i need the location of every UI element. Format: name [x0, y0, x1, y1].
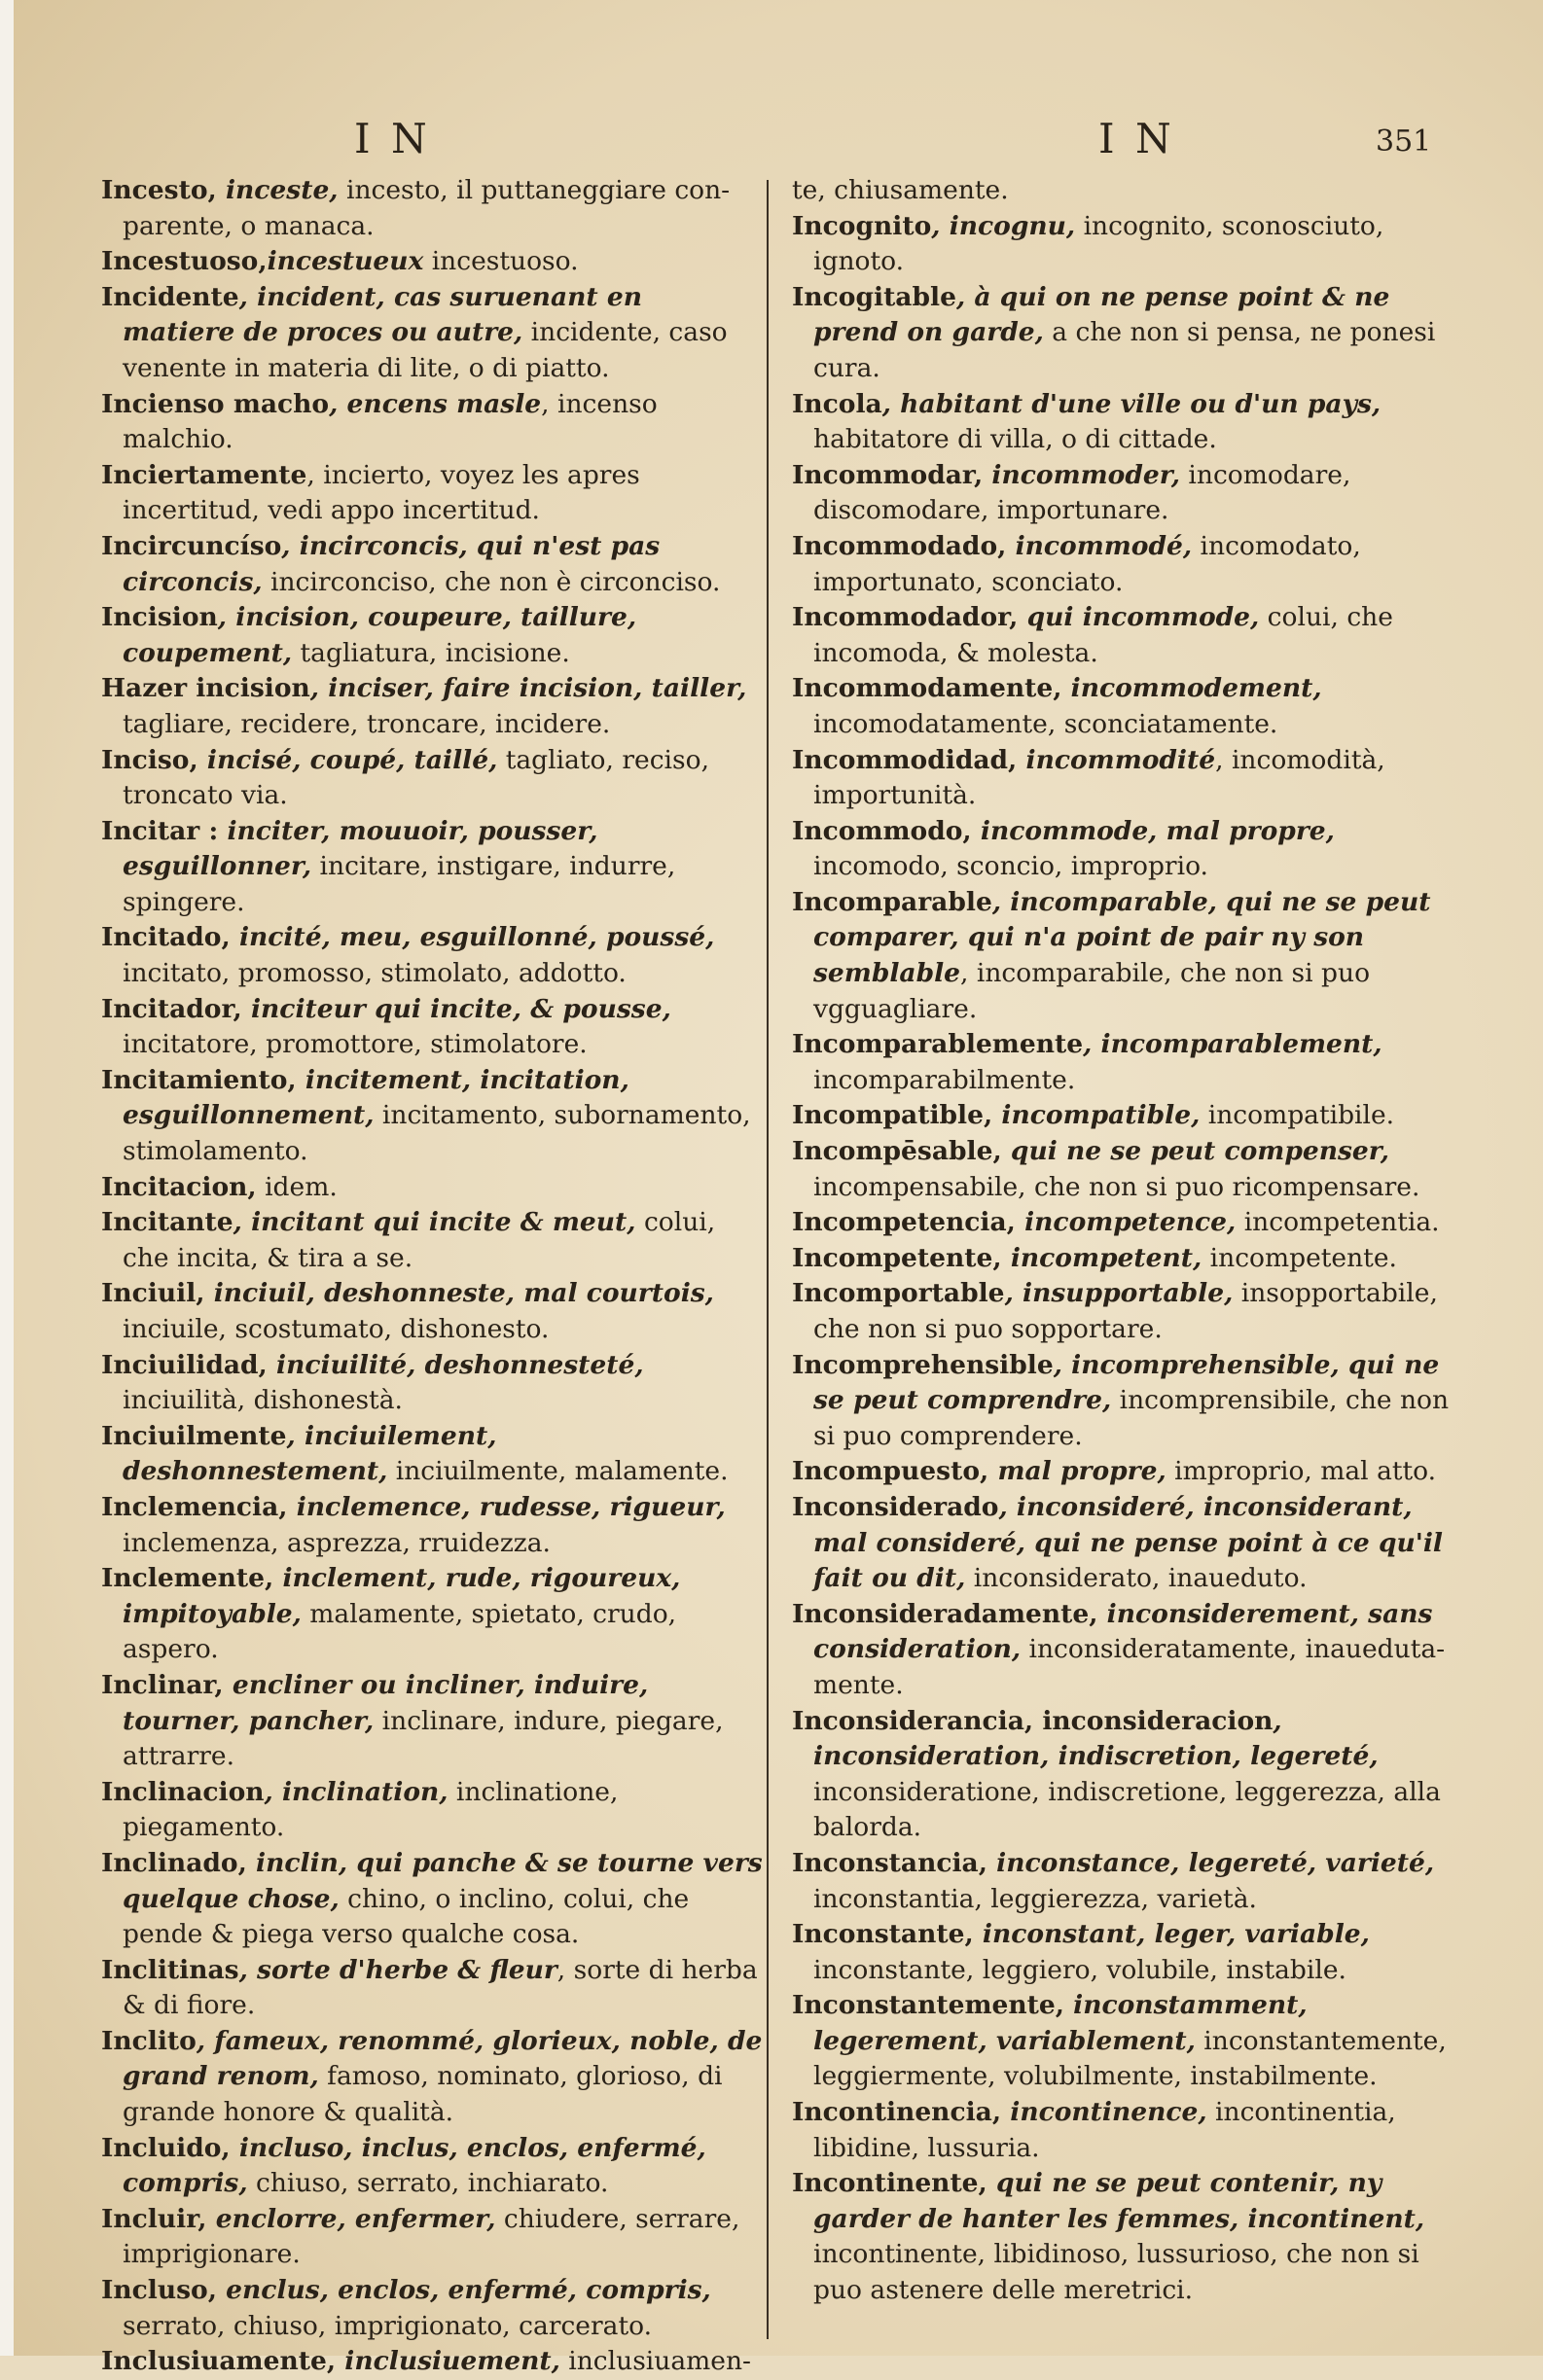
french-gloss: , incomparablement, [1083, 1029, 1382, 1060]
headword: Incircuncíso [101, 530, 282, 561]
french-gloss: , incirconcis, qui n'est pas circoncis, [123, 530, 661, 597]
french-gloss: incommodité [1017, 744, 1216, 775]
dictionary-entry [101, 1170, 763, 1206]
dictionary-entry [101, 1205, 763, 1276]
french-gloss: incommodement, [1061, 673, 1322, 704]
italian-gloss: colui, che incomoda, & molesta. [813, 602, 1393, 668]
italian-gloss: incitare, instigare, indurre, spingere. [123, 851, 676, 917]
italian-gloss: malamente, spietato, crudo, aspero. [123, 1598, 677, 1665]
italian-gloss: inciuilmente, malamente. [387, 1456, 729, 1487]
italian-gloss: incidente, caso venente in materia di lite, o di piatto. [123, 317, 728, 383]
italian-gloss: famoso, nominato, glorioso, di grande honore & qualità. [123, 2061, 723, 2128]
headword: Incomprehensible [792, 1349, 1054, 1380]
headword: Incompatible, [792, 1100, 993, 1131]
french-gloss: incommodé, [1006, 530, 1193, 561]
french-gloss: , insupportable, [1004, 1278, 1234, 1309]
dictionary-entry [101, 244, 763, 280]
dictionary-entry [101, 600, 763, 671]
italian-gloss: inconstante, leggiero, volubile, instabile. [813, 1954, 1346, 1985]
italian-gloss: incontinente, libidinoso, lussurioso, che non si puo astenere delle meretrici. [813, 2239, 1419, 2306]
french-gloss: , inconsideration, indiscretion, legereté, [813, 1705, 1379, 1772]
dictionary-entry [792, 2166, 1453, 2308]
dictionary-entry [792, 1241, 1453, 1277]
italian-gloss: chino, o inclino, colui, che pende & piega verso qualche cosa. [123, 1883, 690, 1950]
headword: Inciso, [101, 744, 198, 775]
dictionary-entry [101, 1846, 763, 1953]
italian-gloss: inciuile, scostumato, dishonesto. [123, 1314, 550, 1344]
french-gloss: , habitant d'une ville ou d'un pays, [881, 388, 1382, 419]
dictionary-entry [792, 387, 1453, 458]
french-gloss: , incident, cas suruenant en matiere de proces ou autre, [123, 281, 642, 348]
headword: Incitador, [101, 993, 242, 1024]
headword: Inclito [101, 2025, 197, 2056]
italian-gloss: a che non si pensa, ne ponesi cura. [813, 317, 1436, 383]
headword: Inconstancia, [792, 1847, 987, 1878]
italian-gloss: incompatibile. [1200, 1100, 1395, 1131]
italian-gloss: inconsiderato, inaueduto. [965, 1563, 1308, 1594]
headword: Incompetencia, [792, 1207, 1016, 1238]
italian-gloss: inconstantia, leggierezza, varietà. [813, 1883, 1257, 1914]
french-gloss: inciuil, deshonneste, mal courtois, [204, 1278, 714, 1309]
headword: Incogitable [792, 281, 956, 312]
dictionary-entry [101, 1490, 763, 1561]
italian-gloss: incompetente. [1202, 1242, 1397, 1273]
headword: Incitar : [101, 815, 219, 846]
italian-gloss: serrato, chiuso, imprigionato, carcerato. [123, 2310, 653, 2341]
italian-gloss: inclemenza, asprezza, rruidezza. [123, 1527, 551, 1558]
headword: Inclinar, [101, 1669, 224, 1700]
french-gloss: inconstant, leger, variable, [973, 1919, 1370, 1950]
dictionary-entry [792, 885, 1453, 1027]
french-gloss: incisé, coupé, taillé, [197, 744, 498, 775]
italian-gloss: incomprensibile, che non si puo comprendere. [813, 1385, 1450, 1451]
italian-gloss: incirconciso, che non è circonciso. [262, 566, 721, 597]
french-gloss: incluso, inclus, enclos, enfermé, compris, [123, 2132, 706, 2199]
headword: Inconstantemente, [792, 1990, 1064, 2021]
french-gloss: incompetent, [1001, 1242, 1202, 1273]
italian-gloss: chiudere, serrare, imprigionare. [123, 2203, 740, 2270]
french-gloss: encliner ou incliner, induire, tourner, pancher, [123, 1669, 649, 1736]
headword: Inconsideradamente, [792, 1598, 1098, 1629]
running-head-right: I N [1098, 115, 1175, 162]
dictionary-entry [792, 2095, 1453, 2166]
dictionary-entry [101, 920, 763, 991]
french-gloss: qui incommode, [1018, 602, 1260, 633]
french-gloss: , incomprehensible, qui ne se peut comprendre, [813, 1349, 1440, 1416]
french-gloss: incité, meu, esguillonné, poussé, [230, 922, 715, 953]
dictionary-entry [792, 1490, 1453, 1597]
headword: Inconstante, [792, 1919, 974, 1950]
headword: Inconsiderancia, inconsideracion [792, 1705, 1274, 1736]
italian-gloss: te, chiusamente. [792, 175, 1009, 205]
dictionary-entry [101, 458, 763, 529]
italian-gloss: , incomodità, importunità. [813, 744, 1385, 811]
italian-gloss: inconsideratione, indiscretione, leggerezza, alla balorda. [813, 1776, 1441, 1843]
french-gloss: qui ne se peut contenir, ny garder de hanter les femmes, incontinent, [813, 2168, 1425, 2234]
headword: Incontinencia, [792, 2097, 1002, 2128]
headword: Incluso, [101, 2275, 217, 2306]
italian-gloss: tagliatura, incisione. [292, 637, 570, 668]
dictionary-entry [101, 2202, 763, 2273]
headword: Incitamiento, [101, 1064, 297, 1095]
french-gloss: , incognu, [931, 210, 1076, 241]
french-gloss: incitement, incitation, esguillonnement, [123, 1064, 629, 1131]
dictionary-entry [792, 1846, 1453, 1917]
headword: Incognito [792, 210, 932, 241]
italian-gloss: insopportabile, che non si puo sopportare. [813, 1278, 1438, 1344]
dictionary-page [14, 0, 1543, 2377]
dictionary-entry [101, 1063, 763, 1170]
italian-gloss: incontinentia, libidine, lussuria. [813, 2097, 1396, 2163]
dictionary-entry [792, 1276, 1453, 1347]
french-gloss: , inciuilement, deshonnestement, [123, 1420, 497, 1487]
headword: Incommodador, [792, 602, 1019, 633]
headword: Incitado, [101, 922, 231, 953]
french-gloss: inceste, [216, 175, 339, 205]
french-gloss: , encens masle [329, 388, 542, 419]
dictionary-entry [101, 2273, 763, 2344]
headword: Inclinacion [101, 1776, 265, 1807]
dictionary-entry [101, 280, 763, 387]
dictionary-entry [792, 1988, 1453, 2095]
italian-gloss: , incomparabile, che non si puo vgguagliare. [813, 958, 1371, 1024]
french-gloss: inconsiderement, sans consideration, [813, 1598, 1433, 1665]
headword: Incision [101, 602, 218, 633]
dictionary-entry [792, 1597, 1453, 1704]
dictionary-entry [101, 1561, 763, 1668]
headword: Incluir, [101, 2203, 207, 2234]
dictionary-entry [101, 529, 763, 600]
italian-gloss: inciuilità, dishonestà. [123, 1385, 403, 1416]
french-gloss: inclement, rude, rigoureux, impitoyable, [123, 1563, 681, 1629]
headword: Inconsiderado [792, 1491, 999, 1522]
headword: Incommodado, [792, 530, 1007, 561]
french-gloss: incontinence, [1001, 2097, 1207, 2128]
dictionary-entry [792, 1348, 1453, 1455]
headword: Inclitinas [101, 1954, 239, 1985]
dictionary-entry [792, 1454, 1453, 1490]
headword: Incola [792, 388, 882, 419]
headword: Inciertamente [101, 459, 307, 490]
french-gloss: mal propre, [988, 1456, 1166, 1487]
running-head-left: I N [354, 115, 431, 162]
french-gloss: , incomparable, qui ne se peut comparer, qui n'a point de pair ny son semblable [813, 886, 1431, 989]
italian-gloss: incomparabilmente. [813, 1064, 1076, 1095]
french-gloss: enclus, enclos, enfermé, compris, [216, 2275, 711, 2306]
headword: Inciuilidad, [101, 1349, 268, 1380]
headword: Incompuesto, [792, 1456, 989, 1487]
french-gloss: inclusiuement, [336, 2346, 560, 2377]
dictionary-entry [792, 671, 1453, 742]
dictionary-entry [792, 600, 1453, 671]
headword: Inciuilmente [101, 1420, 287, 1451]
italian-gloss: incompetentia. [1236, 1207, 1440, 1238]
dictionary-entry [792, 1098, 1453, 1134]
italian-gloss: tagliare, recidere, troncare, incidere. [123, 708, 611, 739]
dictionary-entry [101, 2131, 763, 2202]
french-gloss: inconstance, legereté, varieté, [987, 1847, 1435, 1878]
french-gloss: inciuilité, deshonnesteté, [267, 1349, 644, 1380]
italian-gloss: incesto, il puttaneggiare con-parente, o manaca. [123, 175, 731, 241]
dictionary-entry [101, 1953, 763, 2024]
dictionary-entry [792, 814, 1453, 885]
dictionary-entry [792, 173, 1453, 209]
italian-gloss: inclinatione, piegamento. [123, 1776, 619, 1843]
headword: Incestuoso, [101, 246, 268, 277]
dictionary-entry [792, 529, 1453, 600]
italian-gloss: incitatore, promottore, stimolatore. [123, 1029, 588, 1060]
dictionary-entry [101, 743, 763, 814]
italian-gloss: incitamento, subornamento, stimolamento. [123, 1100, 751, 1167]
italian-gloss: inclusiuamen- [559, 2346, 751, 2377]
french-gloss: , inconsideré, inconsiderant, mal consideré, qui ne pense point à ce qu'il fait ou dit, [813, 1491, 1443, 1594]
italian-gloss: colui, che incita, & tira a se. [123, 1207, 716, 1273]
page-number: 351 [1376, 124, 1432, 159]
left-column [101, 173, 763, 2380]
dictionary-entry [101, 1775, 763, 1846]
french-gloss: inciteur qui incite, & pousse, [241, 993, 671, 1024]
italian-gloss: incitato, promosso, stimolato, addotto. [123, 958, 627, 989]
scan-margin [0, 0, 14, 2356]
headword: Incitante [101, 1207, 233, 1238]
dictionary-entry [101, 1668, 763, 1775]
french-gloss: , incitant qui incite & meut, [233, 1207, 636, 1238]
italian-gloss: inconstantemente, leggiermente, volubilmente, instabilmente. [813, 2025, 1447, 2092]
dictionary-entry [792, 1917, 1453, 1988]
french-gloss: , sorte d'herbe & fleur [238, 1954, 557, 1985]
french-gloss: , inclination, [264, 1776, 449, 1807]
column-divider [767, 180, 769, 2339]
italian-gloss: incognito, sconosciuto, ignoto. [813, 210, 1384, 277]
italian-gloss: incomodato, importunato, sconciato. [813, 530, 1361, 597]
right-column [792, 173, 1453, 2309]
french-gloss: incommoder, [983, 459, 1180, 490]
french-gloss: incestueux [267, 246, 424, 277]
dictionary-entry [101, 671, 763, 742]
french-gloss: inclemence, rudesse, rigueur, [287, 1491, 726, 1522]
dictionary-entry [792, 458, 1453, 529]
dictionary-entry [101, 2024, 763, 2131]
headword: Inclemencia, [101, 1491, 288, 1522]
french-gloss: incompatible, [992, 1100, 1201, 1131]
dictionary-entry [792, 1027, 1453, 1098]
italian-gloss: , sorte di herba & di fiore. [123, 1954, 758, 2021]
french-gloss: qui ne se peut compenser, [1001, 1136, 1390, 1167]
italian-gloss: incomodare, discomodare, importunare. [813, 459, 1351, 526]
french-gloss: , incision, coupeure, taillure, coupement, [123, 602, 637, 668]
headword: Hazer incision [101, 673, 310, 704]
headword: Inciuil, [101, 1278, 205, 1309]
headword: Incommodidad, [792, 744, 1018, 775]
italian-gloss: incompensabile, che non si puo ricompensare. [813, 1171, 1420, 1202]
dictionary-entry [101, 387, 763, 458]
headword: Incidente [101, 281, 239, 312]
headword: Incompetente, [792, 1242, 1002, 1273]
headword: Incomparable [792, 886, 992, 917]
headword: Incomparablemente [792, 1029, 1084, 1060]
dictionary-entry [792, 280, 1453, 387]
italian-gloss: inclinare, indure, piegare, attrarre. [123, 1705, 724, 1772]
italian-gloss: tagliato, reciso, troncato via. [123, 744, 709, 811]
headword: Incompēsable, [792, 1136, 1002, 1167]
dictionary-entry [101, 992, 763, 1063]
french-gloss: , inciser, faire incision, tailler, [309, 673, 747, 704]
headword: Incluido, [101, 2132, 231, 2163]
headword: Incomportable [792, 1278, 1005, 1309]
italian-gloss: habitatore di villa, o di cittade. [813, 424, 1217, 455]
dictionary-entry [101, 814, 763, 921]
headword: Incontinente, [792, 2168, 987, 2199]
french-gloss: , fameux, renommé, glorieux, noble, de grand renom, [123, 2025, 763, 2092]
dictionary-entry [792, 1134, 1453, 1205]
italian-gloss: idem. [256, 1171, 338, 1202]
dictionary-entry [792, 209, 1453, 280]
french-gloss: , à qui on ne pense point & ne prend on garde, [813, 281, 1390, 348]
italian-gloss: incomodo, sconcio, improprio. [813, 851, 1208, 882]
italian-gloss: , incenso malchio. [123, 388, 658, 455]
italian-gloss: inconsideratamente, inaueduta-mente. [813, 1634, 1446, 1700]
headword: Inclinado, [101, 1847, 247, 1878]
french-gloss: inconstamment, legerement, variablement, [813, 1990, 1308, 2056]
headword: Incommodar, [792, 459, 984, 490]
italian-gloss: incestuoso. [423, 246, 579, 277]
italian-gloss: improprio, mal atto. [1166, 1456, 1437, 1487]
french-gloss: inciter, mouuoir, pousser, esguillonner, [123, 815, 598, 882]
headword: Incesto, [101, 175, 217, 205]
french-gloss: incompetence, [1015, 1207, 1237, 1238]
french-gloss: incommode, mal propre, [971, 815, 1335, 846]
headword: Incitacion, [101, 1171, 257, 1202]
italian-gloss: incomodatamente, sconciatamente. [813, 708, 1278, 739]
italian-gloss: chiuso, serrato, inchiarato. [247, 2168, 609, 2199]
dictionary-entry [792, 1704, 1453, 1846]
headword: Incienso macho [101, 388, 330, 419]
dictionary-entry [101, 1348, 763, 1419]
headword: Incommodo, [792, 815, 972, 846]
dictionary-entry [101, 1276, 763, 1347]
headword: Incommodamente, [792, 673, 1062, 704]
dictionary-entry [101, 173, 763, 244]
french-gloss: inclin, qui panche & se tourne vers quelque chose, [123, 1847, 763, 1914]
dictionary-entry [792, 1205, 1453, 1241]
french-gloss: enclorre, enfermer, [206, 2203, 496, 2234]
dictionary-entry [101, 1419, 763, 1490]
dictionary-entry [792, 743, 1453, 814]
dictionary-entry [101, 2344, 763, 2380]
headword: Inclemente, [101, 1563, 274, 1594]
italian-gloss: , incierto, voyez les apres incertitud, vedi appo incertitud. [123, 459, 640, 526]
headword: Inclusiuamente, [101, 2346, 337, 2377]
